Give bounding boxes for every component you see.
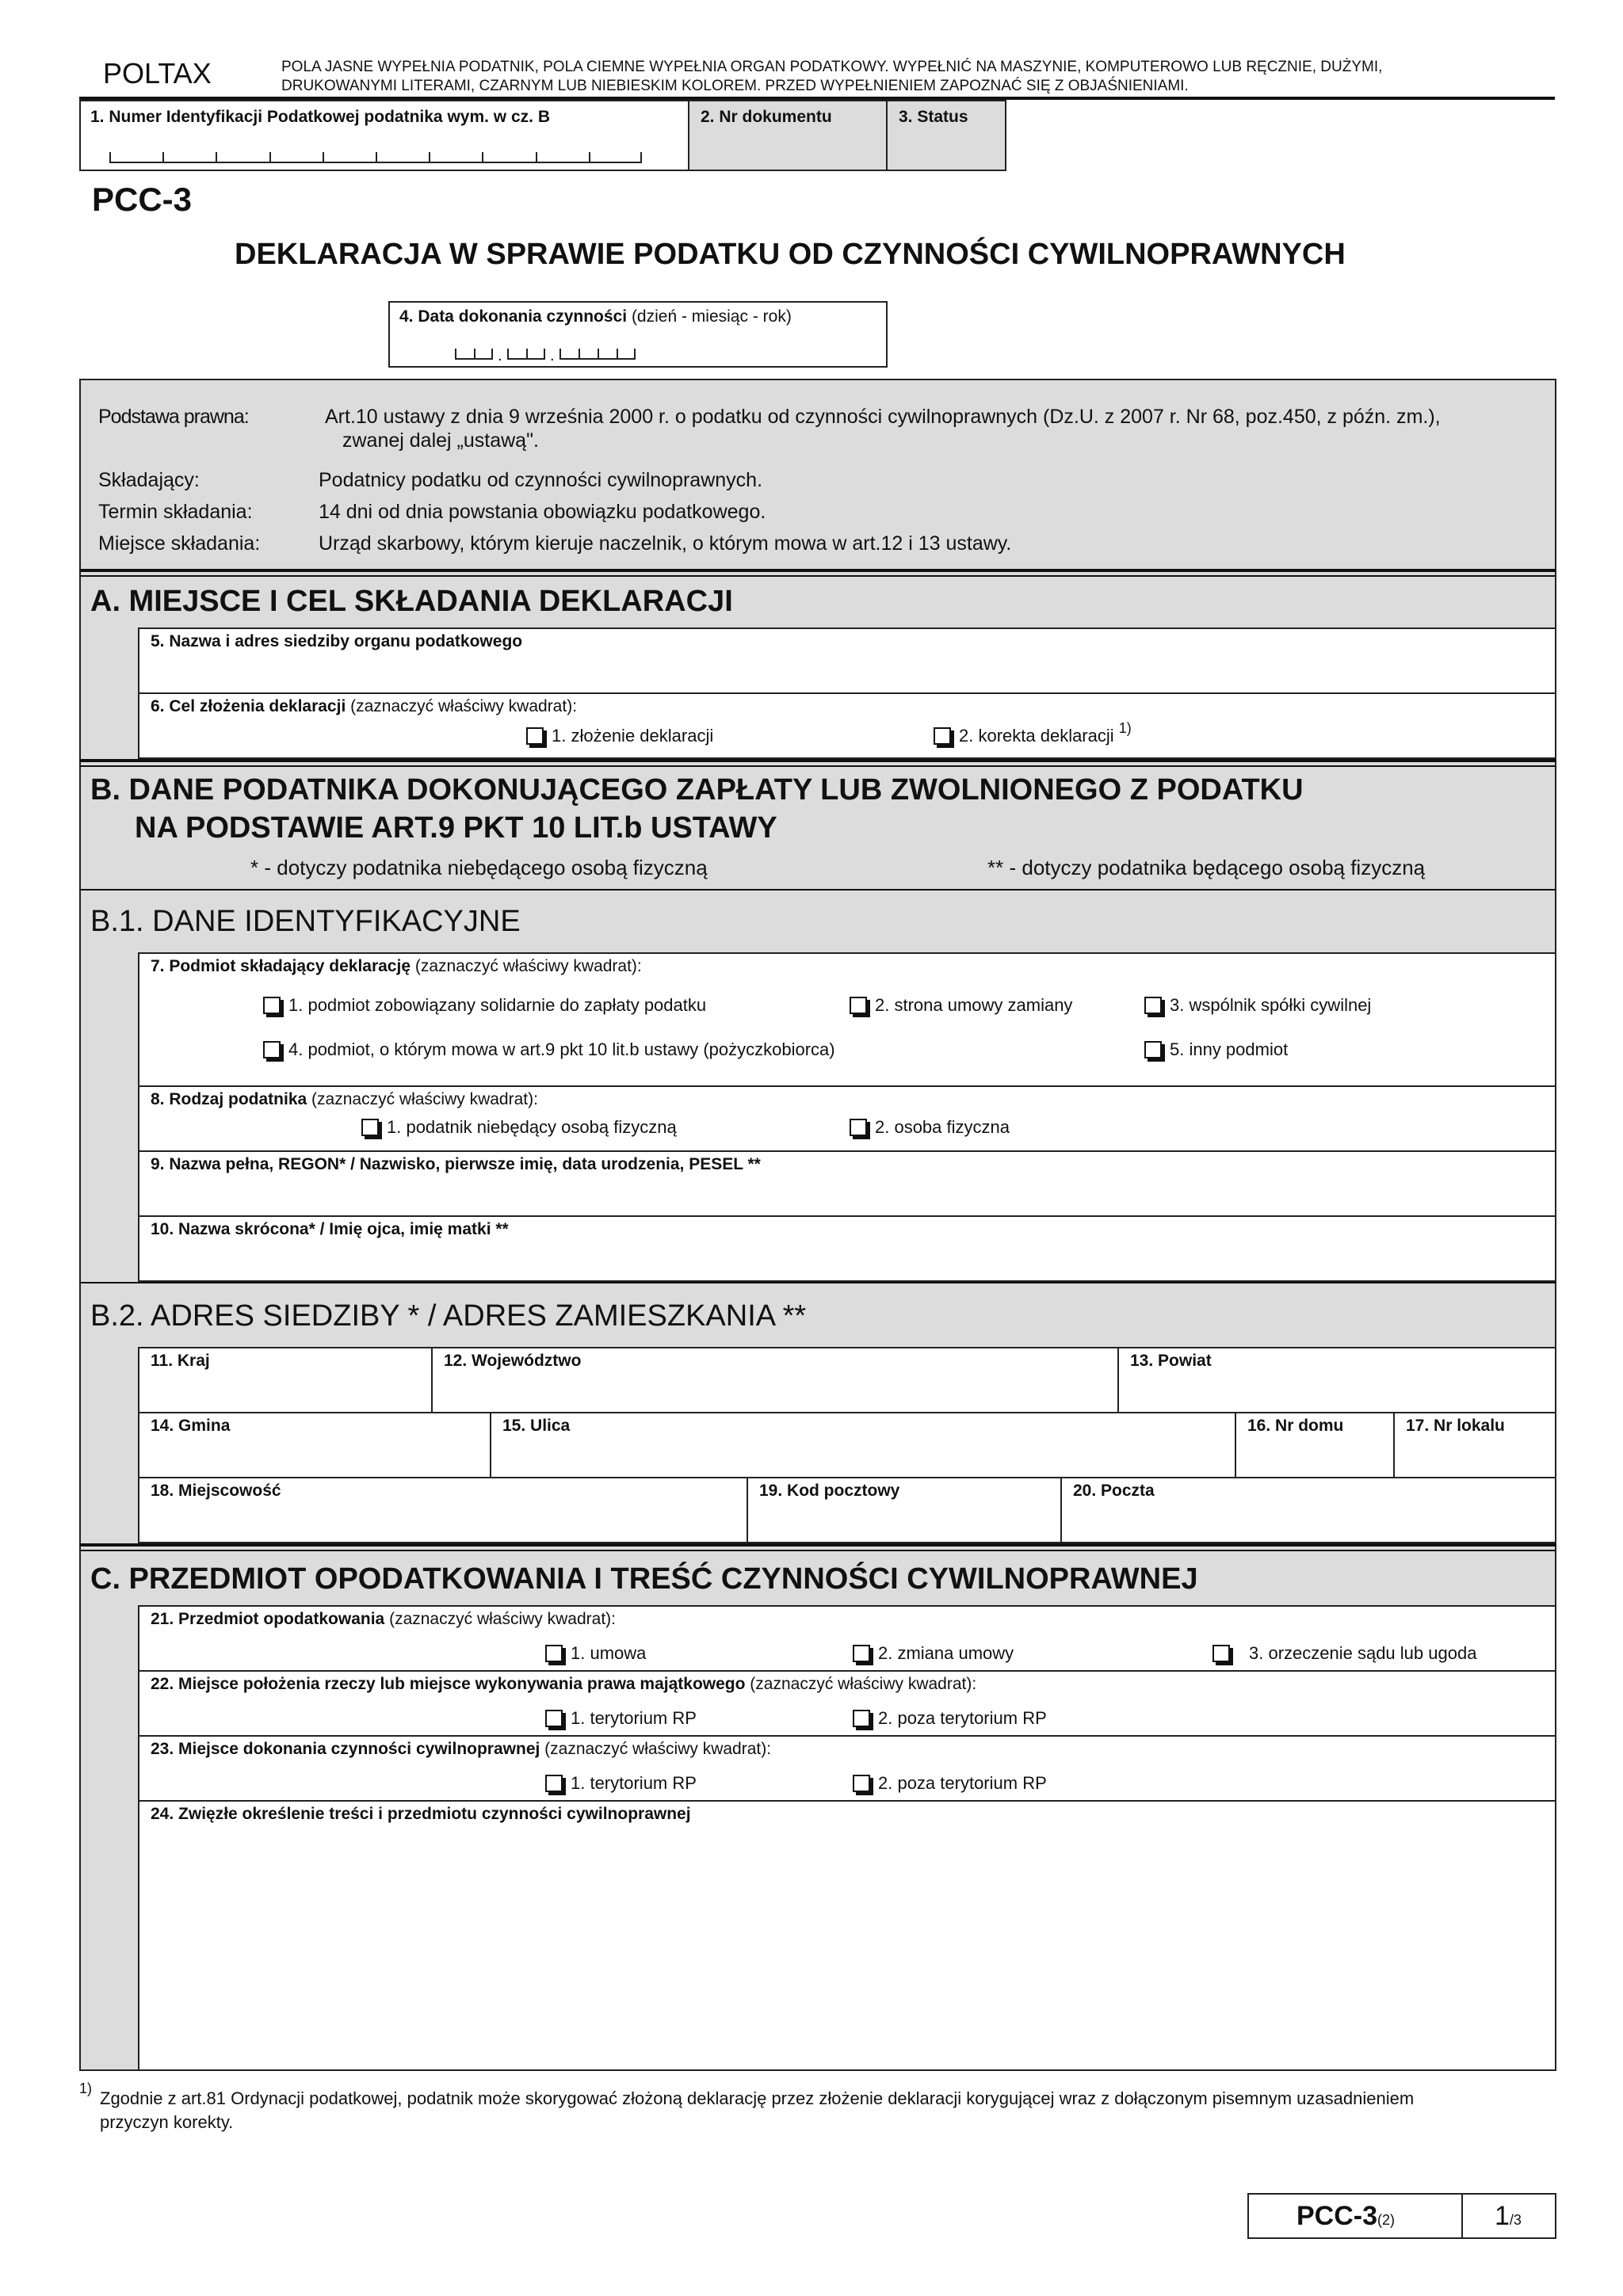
field12-label: 12. Województwo <box>444 1352 582 1370</box>
checkbox[interactable] <box>545 1775 563 1792</box>
poltax-brand: POLTAX <box>103 57 212 90</box>
field8-label: 8. Rodzaj podatnika (zaznaczyć właściwy kwadrat): <box>151 1090 538 1108</box>
checkbox[interactable] <box>850 997 867 1014</box>
field18-miejscowosc[interactable] <box>138 1477 748 1543</box>
b2-title: B.2. ADRES SIEDZIBY * / ADRES ZAMIESZKANIA ** <box>90 1299 807 1333</box>
checkbox[interactable] <box>934 727 951 745</box>
section-b-rule-2 <box>79 765 1556 767</box>
field5-label: 5. Nazwa i adres siedziby organu podatkowego <box>151 632 523 650</box>
option-strona-umowy[interactable]: 2. strona umowy zamiany <box>850 995 1072 1016</box>
digit-tick <box>491 349 493 358</box>
footnote-mark: 1) <box>79 2081 93 2096</box>
digit-tick <box>455 349 456 358</box>
digit-tick <box>474 349 475 358</box>
date-separator-2: . <box>550 347 555 364</box>
b2-rule <box>79 1282 1556 1283</box>
option-korekta[interactable]: 2. korekta deklaracji 1) <box>934 726 1132 746</box>
field8-rodzaj <box>138 1085 1556 1152</box>
month-ticks <box>507 347 545 360</box>
field21-przedmiot <box>138 1605 1556 1672</box>
digit-tick <box>269 152 271 162</box>
checkbox[interactable] <box>545 1710 563 1727</box>
digit-tick <box>482 152 483 162</box>
option-fizyczna[interactable]: 2. osoba fizyczna <box>850 1117 1010 1138</box>
checkbox[interactable] <box>853 1645 870 1662</box>
digit-tick <box>640 152 642 162</box>
skladajacy-value: Podatnicy podatku od czynności cywilnoprawnych. <box>319 469 763 491</box>
field6-cel <box>138 692 1556 759</box>
option-podmiot-solidarny[interactable]: 1. podmiot zobowiązany solidarnie do zapłaty podatku <box>263 995 706 1016</box>
option-wspolnik[interactable]: 3. wspólnik spółki cywilnej <box>1144 995 1371 1016</box>
checkbox[interactable] <box>853 1775 870 1792</box>
section-a-rule-2 <box>79 575 1556 577</box>
field21-label: 21. Przedmiot opodatkowania (zaznaczyć właściwy kwadrat): <box>151 1610 616 1628</box>
checkbox[interactable] <box>263 1041 281 1058</box>
option-terytorium-rp-22[interactable]: 1. terytorium RP <box>545 1708 697 1729</box>
nip-label: 1. Numer Identyfikacji Podatkowej podatnika wym. w cz. B <box>90 108 550 126</box>
option-pozyczkobiorca[interactable]: 4. podmiot, o którym mowa w art.9 pkt 10 lit.b ustawy (pożyczkobiorca) <box>263 1039 835 1060</box>
section-c-rule <box>79 1543 1556 1547</box>
field24-label: 24. Zwięzłe określenie treści i przedmiotu czynności cywilnoprawnej <box>151 1805 691 1823</box>
checkbox[interactable] <box>361 1119 379 1136</box>
digit-tick <box>579 349 580 358</box>
day-ticks <box>455 347 493 360</box>
field20-label: 20. Poczta <box>1073 1482 1155 1500</box>
digit-tick <box>323 152 324 162</box>
termin-value: 14 dni od dnia powstania obowiązku podatkowego. <box>319 501 766 523</box>
digit-tick <box>526 349 528 358</box>
field19-kod-pocztowy[interactable] <box>747 1477 1062 1543</box>
status-field <box>886 100 1006 171</box>
section-c-title: C. PRZEDMIOT OPODATKOWANIA I TREŚĆ CZYNNOŚCI CYWILNOPRAWNEJ <box>90 1562 1198 1596</box>
field17-nr-lokalu[interactable] <box>1393 1412 1556 1478</box>
checkbox[interactable] <box>850 1119 867 1136</box>
section-b-title-2: NA PODSTAWIE ART.9 PKT 10 LIT.b USTAWY <box>135 811 777 845</box>
option-zmiana-umowy[interactable]: 2. zmiana umowy <box>853 1643 1014 1664</box>
digit-tick <box>429 152 430 162</box>
option-poza-rp-22[interactable]: 2. poza terytorium RP <box>853 1708 1047 1729</box>
section-c-rule-2 <box>79 1550 1556 1551</box>
field13-powiat[interactable] <box>1117 1347 1556 1413</box>
date-separator-1: . <box>498 347 502 364</box>
field16-label: 16. Nr domu <box>1247 1417 1344 1435</box>
digit-tick <box>376 152 377 162</box>
field23-label: 23. Miejsce dokonania czynności cywilnoprawnej (zaznaczyć właściwy kwadrat): <box>151 1740 772 1758</box>
section-a-title: A. MIEJSCE I CEL SKŁADANIA DEKLARACJI <box>90 585 733 618</box>
digit-tick <box>617 349 618 358</box>
digit-tick <box>109 152 111 162</box>
digit-tick <box>634 349 636 358</box>
footnote-line1: Zgodnie z art.81 Ordynacji podatkowej, podatnik może skorygować złożoną deklarację przez złożenie deklaracji korygującej wraz z dołączonym pisemnym uzasadnieniem <box>100 2088 1415 2108</box>
field17-label: 17. Nr lokalu <box>1406 1417 1505 1435</box>
field16-nr-domu[interactable] <box>1235 1412 1395 1478</box>
field11-kraj[interactable] <box>138 1347 433 1413</box>
checkbox[interactable] <box>1144 997 1162 1014</box>
status-label: 3. Status <box>899 108 968 126</box>
digit-tick <box>598 349 599 358</box>
checkbox[interactable] <box>853 1710 870 1727</box>
option-umowa[interactable]: 1. umowa <box>545 1643 646 1664</box>
page-title: DEKLARACJA W SPRAWIE PODATKU OD CZYNNOŚCI CYWILNOPRAWNYCH <box>235 238 1346 271</box>
digit-tick <box>216 152 217 162</box>
note-non-natural: * - dotyczy podatnika niebędącego osobą fizyczną <box>250 856 708 879</box>
field18-label: 18. Miejscowość <box>151 1482 281 1500</box>
miejsce-label: Miejsce składania: <box>98 532 261 555</box>
digit-tick <box>507 349 509 358</box>
section-b-rule <box>79 759 1556 762</box>
podstawa-text-2: zwanej dalej „ustawą". <box>342 429 539 452</box>
field12-wojewodztwo[interactable] <box>431 1347 1119 1413</box>
podstawa-text-1: Art.10 ustawy z dnia 9 września 2000 r. o podatku od czynności cywilnoprawnych (Dz.U. z 2007 r. Nr 68, poz.450, z późn. zm.), <box>325 406 1441 428</box>
digit-tick <box>589 152 590 162</box>
option-niefizyczna[interactable]: 1. podatnik niebędący osobą fizyczną <box>361 1117 677 1138</box>
option-terytorium-rp-23[interactable]: 1. terytorium RP <box>545 1773 697 1794</box>
digit-tick <box>544 349 545 358</box>
footnote-line2: przyczyn korekty. <box>100 2112 234 2132</box>
field22-miejsce-polozenia <box>138 1670 1556 1737</box>
option-inny-podmiot[interactable]: 5. inny podmiot <box>1144 1039 1288 1060</box>
field7-label: 7. Podmiot składający deklarację (zaznaczyć właściwy kwadrat): <box>151 957 642 975</box>
field10-nazwa-skrocona[interactable] <box>138 1215 1556 1282</box>
instructions-line1: POLA JASNE WYPEŁNIA PODATNIK, POLA CIEMNE WYPEŁNIA ORGAN PODATKOWY. WYPEŁNIĆ NA MASZYNIE, KOMPUTEROWO LUB RĘCZNIE, DUŻYMI, <box>281 59 1383 75</box>
instructions-line2: DRUKOWANYMI LITERAMI, CZARNYM LUB NIEBIESKIM KOLOREM. PRZED WYPEŁNIENIEM ZAPOZNAĆ SIĘ Z OBJAŚNIENIAMI. <box>281 78 1189 94</box>
field20-poczta[interactable] <box>1060 1477 1556 1543</box>
field11-label: 11. Kraj <box>151 1352 210 1370</box>
checkbox[interactable] <box>263 997 281 1014</box>
year-ticks <box>559 347 636 360</box>
checkbox[interactable] <box>1144 1041 1162 1058</box>
field19-label: 19. Kod pocztowy <box>759 1482 900 1500</box>
checkbox[interactable] <box>1212 1645 1230 1662</box>
field23-miejsce-dokonania <box>138 1735 1556 1802</box>
footer-code-box <box>1247 2193 1463 2239</box>
checkbox[interactable] <box>526 727 544 745</box>
field14-gmina[interactable] <box>138 1412 491 1478</box>
field9-nazwa[interactable] <box>138 1150 1556 1217</box>
field10-label: 10. Nazwa skrócona* / Imię ojca, imię matki ** <box>151 1220 509 1238</box>
termin-label: Termin składania: <box>98 501 253 523</box>
b1-title: B.1. DANE IDENTYFIKACYJNE <box>90 905 521 938</box>
option-poza-rp-23[interactable]: 2. poza terytorium RP <box>853 1773 1047 1794</box>
field24-tresc[interactable] <box>138 1800 1556 2071</box>
footer-page-box <box>1461 2193 1556 2239</box>
section-a-rule <box>79 569 1556 572</box>
digit-tick <box>162 152 164 162</box>
b1-rule <box>79 889 1556 891</box>
nip-digit-ticks <box>109 151 642 163</box>
field15-label: 15. Ulica <box>502 1417 571 1435</box>
field22-label: 22. Miejsce położenia rzeczy lub miejsce wykonywania prawa majątkowego (zaznaczyć właściwy kwadrat): <box>151 1675 977 1693</box>
option-zlozenie[interactable]: 1. złożenie deklaracji <box>526 726 713 746</box>
field5-organ[interactable] <box>138 627 1556 694</box>
field14-label: 14. Gmina <box>151 1417 231 1435</box>
footer-code: PCC-3(2) <box>1296 2201 1396 2231</box>
doc-number-label: 2. Nr dokumentu <box>701 108 832 126</box>
field6-label: 6. Cel złożenia deklaracji (zaznaczyć właściwy kwadrat): <box>151 697 578 715</box>
podstawa-label: Podstawa prawna: <box>98 406 249 428</box>
form-code: PCC-3 <box>92 181 193 218</box>
field9-label: 9. Nazwa pełna, REGON* / Nazwisko, pierwsze imię, data urodzenia, PESEL ** <box>151 1155 761 1173</box>
doc-number-field <box>688 100 888 171</box>
nip-field[interactable] <box>79 100 689 171</box>
miejsce-value: Urząd skarbowy, którym kieruje naczelnik, o którym mowa w art.12 i 13 ustawy. <box>319 532 1012 555</box>
digit-tick <box>536 152 537 162</box>
date-label: 4. Data dokonania czynności (dzień - miesiąc - rok) <box>399 307 792 326</box>
digit-tick <box>559 349 561 358</box>
field7-podmiot <box>138 952 1556 1087</box>
footer-page: 1/3 <box>1495 2201 1522 2231</box>
field15-ulica[interactable] <box>490 1412 1236 1478</box>
section-b-title-1: B. DANE PODATNIKA DOKONUJĄCEGO ZAPŁATY LUB ZWOLNIONEGO Z PODATKU <box>90 773 1304 807</box>
date-field[interactable] <box>388 301 888 368</box>
note-natural: ** - dotyczy podatnika będącego osobą fizyczną <box>987 856 1426 879</box>
skladajacy-label: Składający: <box>98 469 200 491</box>
field13-label: 13. Powiat <box>1130 1352 1212 1370</box>
checkbox[interactable] <box>545 1645 563 1662</box>
option-orzeczenie[interactable]: 3. orzeczenie sądu lub ugoda <box>1212 1643 1476 1664</box>
